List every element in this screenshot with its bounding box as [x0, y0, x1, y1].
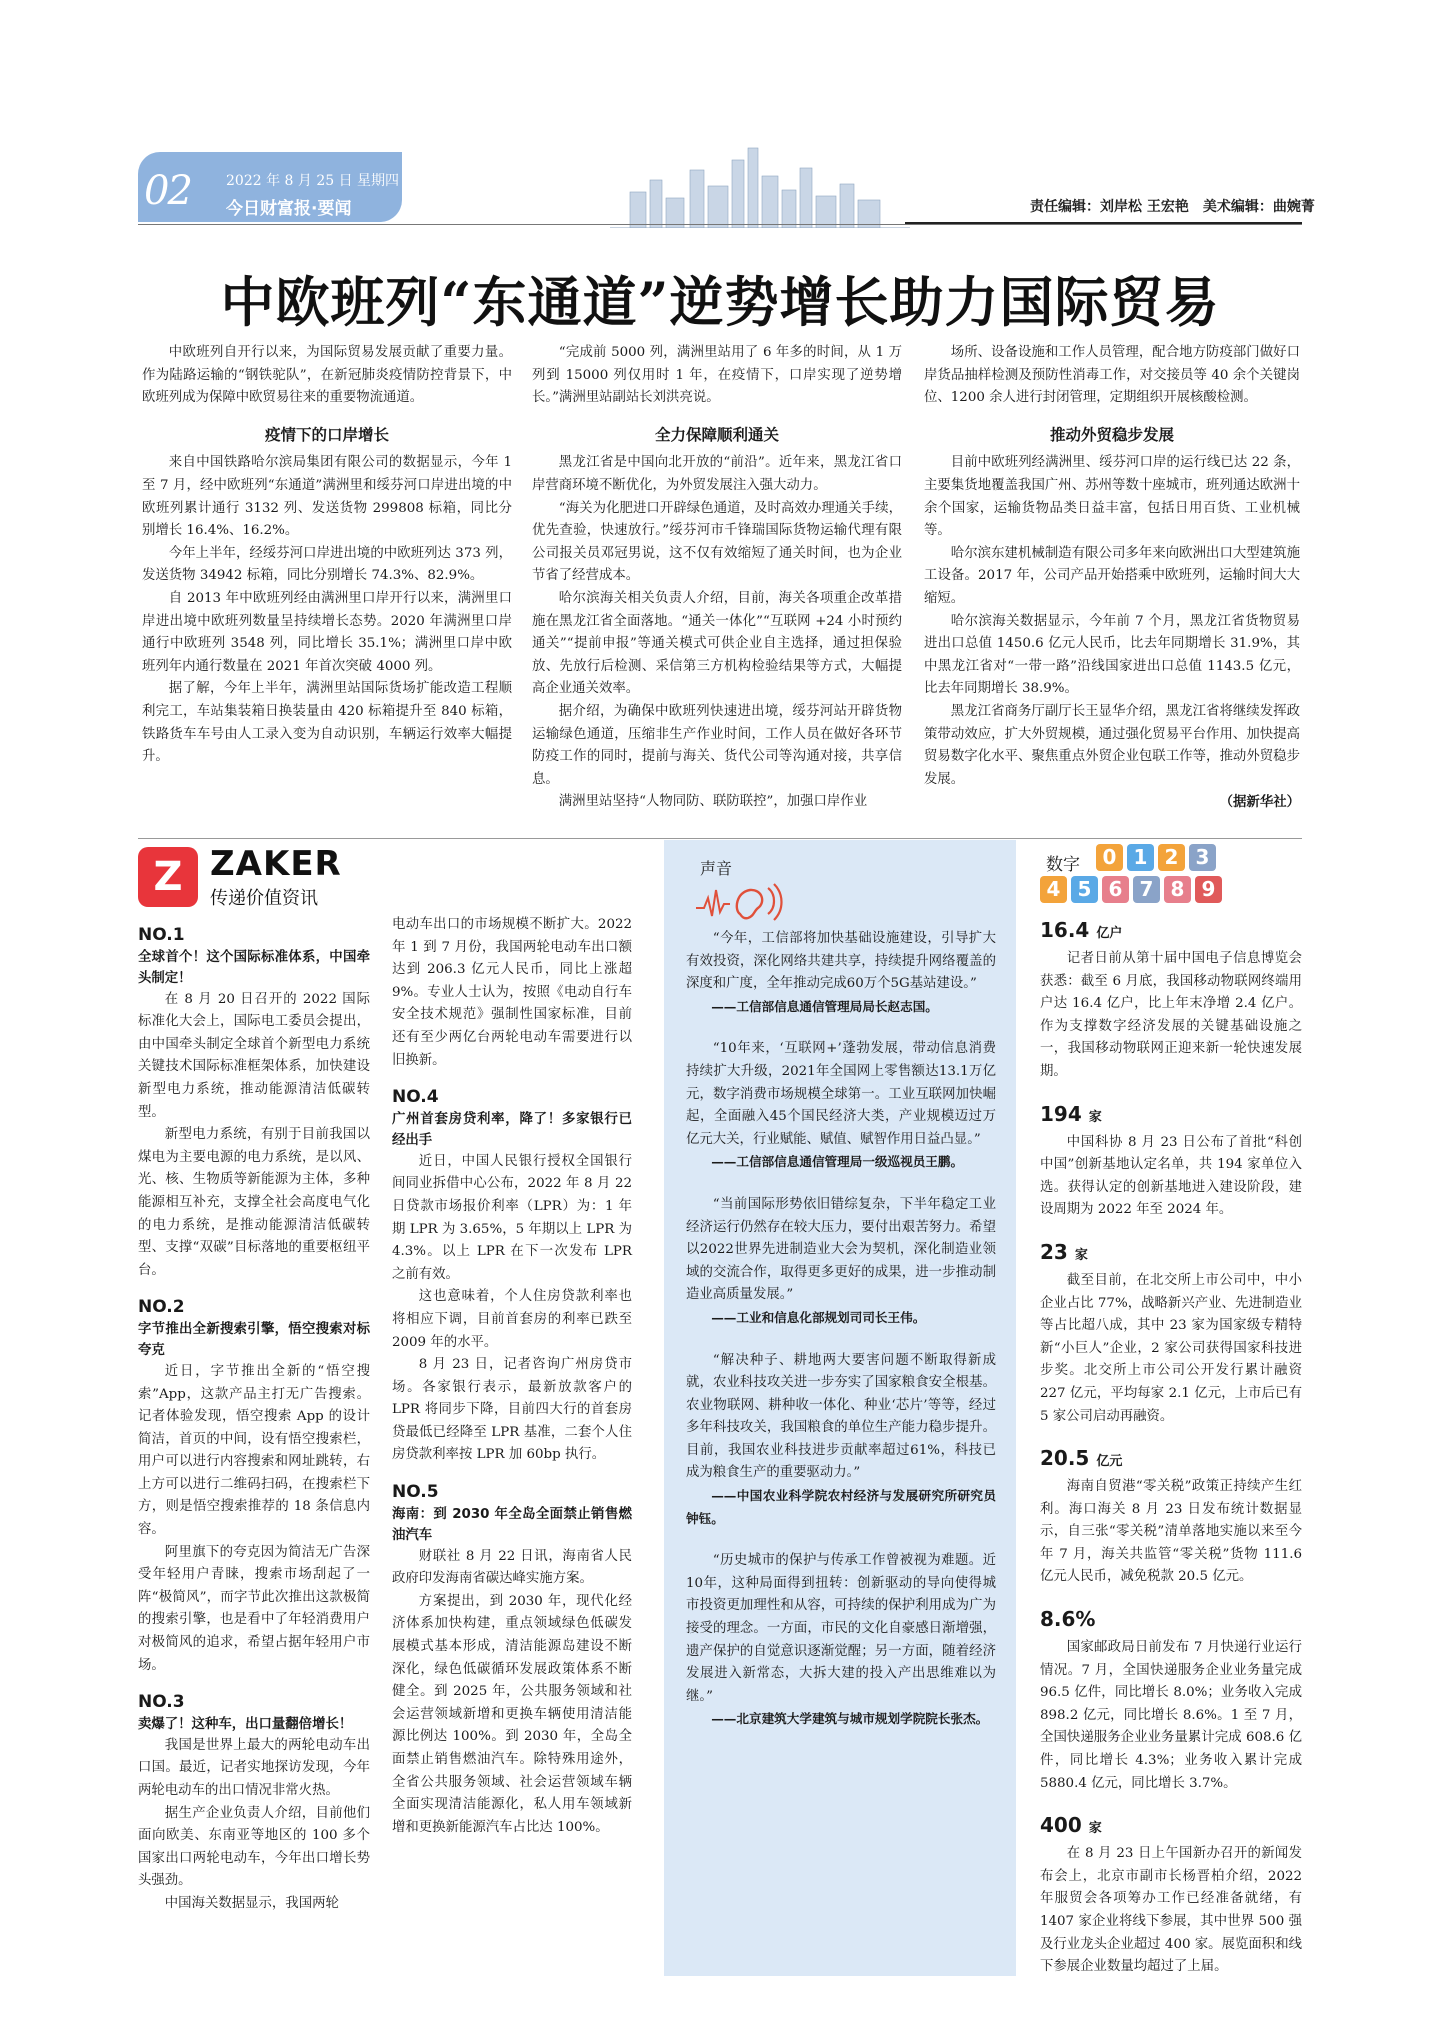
paragraph: 新型电力系统，有别于目前我国以煤电为主要电源的电力系统，是以风、光、核、生物质等新能源为主体，多种能源相互补充，支撑全社会高度电气化的电力系统，是推动能源清洁低碳转型、支撑“双碳”目标落地的重要枢纽平台。: [138, 1127, 370, 1278]
paragraph: 哈尔滨海关相关负责人介绍，目前，海关各项重企改革措施在黑龙江省全面落地。“通关一体化”“互联网 +24 小时预约通关”“提前申报”等通关模式可供企业自主选择，通过担保验放、先放行后检测、采信第三方机构检验结果等方式，大幅提高企业通关效率。: [532, 590, 902, 697]
paragraph: 中欧班列自开行以来，为国际贸易发展贡献了重要力量。作为陆路运输的“钢铁驼队”，在新冠肺炎疫情防控背景下，中欧班列成为保障中欧贸易往来的重要物流通道。: [142, 345, 512, 406]
paragraph: 记者日前从第十届中国电子信息博览会获悉：截至 6 月底，我国移动物联网终端用户达 16.4 亿户，比上年末净增 2.4 亿户。作为支撑数字经济发展的关键基础设施之一，我国移动物联网正迎来新一轮快速发展期。: [1040, 951, 1302, 1079]
number-value: 194: [1040, 1101, 1082, 1126]
number-value: 16.4: [1040, 918, 1090, 942]
quote-source: ——中国农业科学院农村经济与发展研究所研究员钟钰。: [686, 1488, 996, 1526]
news-title: 海南：到 2030 年全岛全面禁止销售燃油汽车: [392, 1506, 632, 1543]
news-title: 全球首个！这个国际标准体系，中国牵头制定！: [138, 949, 370, 986]
paragraph: 海南自贸港“零关税”政策正持续产生红利。海口海关 8 月 23 日发布统计数据显示，自三张“零关税”清单落地实施以来至今年 7 月，海关共监管“零关税”货物 111.6 亿元人民币，减免税款 20.5 亿元。: [1040, 1479, 1302, 1585]
news-number: NO.2: [138, 1297, 185, 1318]
paragraph: 在 8 月 20 日召开的 2022 国际标准化大会上，国际电工委员会提出，由中国牵头制定全球首个新型电力系统关键技术国际标准框架体系，加快建设新型电力系统，推动能源清洁低碳转型。: [138, 991, 370, 1120]
header-thin-rule: [138, 224, 1302, 225]
paragraph: 近日，字节推出全新的“悟空搜索”App，这款产品主打无广告搜索。记者体验发现，悟空搜索 App 的设计简洁，首页的中间，设有悟空搜索栏，用户可以进行内容搜索和网址跳转，右上方可以进行二维码扫码，在搜索栏下方，则是悟空搜索推荐的 18 条信息内容。: [138, 1363, 370, 1538]
paragraph: 这也意味着，个人住房贷款利率也将相应下调，目前首套房的利率已跌至 2009 年的水平。: [392, 1289, 632, 1350]
digit-tile: 1: [1127, 844, 1154, 871]
issue-date: 2022 年 8 月 25 日 星期四: [226, 173, 400, 189]
paper-name: 今日财富报·要闻: [226, 199, 352, 219]
zaker-name: ZAKER: [210, 844, 342, 884]
number-value: 8.6%: [1040, 1607, 1096, 1632]
paragraph: 电动车出口的市场规模不断扩大。2022 年 1 到 7 月份，我国两轮电动车出口额达到 206.3 亿元人民币，同比上涨超 9%。专业人士认为，按照《电动自行车安全技术规范》强制性国家标准，目前还有至少两亿台两轮电动车需要进行以旧换新。: [392, 917, 632, 1068]
subheading: 疫情下的口岸增长: [264, 425, 389, 444]
paragraph: 哈尔滨海关数据显示，今年前 7 个月，黑龙江省货物贸易进出口总值 1450.6 亿元人民币，比去年同期增长 31.9%，其中黑龙江省对“一带一路”沿线国家进出口总值 1143.5 亿元，比去年同期增长 38.9%。: [924, 613, 1300, 697]
quote-source: ——工信部信息通信管理局局长赵志国。: [711, 998, 938, 1014]
news-title: 卖爆了！这种车，出口量翻倍增长！: [138, 1716, 353, 1732]
paragraph: 来自中国铁路哈尔滨局集团有限公司的数据显示，今年 1 至 7 月，经中欧班列“东通道”满洲里和绥芬河口岸进出境的中欧班列累计通行 3132 列、发送货物 299808 标箱，同比分别增长 16.4%、16.2%。: [142, 455, 512, 539]
news-title: 字节推出全新搜索引擎，悟空搜索对标夸克: [138, 1321, 370, 1358]
paragraph: 场所、设备设施和工作人员管理，配合地方防疫部门做好口岸货品抽样检测及预防性消毒工作，对交接员等 40 余个关键岗位、1200 余人进行封闭管理，定期组织开展核酸检测。: [924, 345, 1300, 406]
paragraph: 满洲里站坚持“人物同防、联防联控”，加强口岸作业: [558, 794, 868, 810]
paragraph: 国家邮政局日前发布 7 月快递行业运行情况。7 月，全国快递服务企业业务量完成 96.5 亿件，同比增长 8.0%；业务收入完成 898.2 亿元，同比增长 8.6%。1 至 7 月，全国快递服务企业业务量累计完成 608.6 亿件，同比增长 4.3%；业务收入累计完成 5880.4 亿元，同比增长 3.7%。: [1040, 1640, 1302, 1791]
number-unit: 亿元: [1096, 1454, 1123, 1470]
digit-tile: 2: [1158, 844, 1185, 871]
number-heading: [1040, 1444, 1302, 1476]
number-unit: 家: [1088, 1821, 1102, 1837]
skyline-illustration: [610, 140, 910, 228]
paragraph: 自 2013 年中欧班列经由满洲里口岸开行以来，满洲里口岸进出境中欧班列数量呈持续增长态势。2020 年满洲里口岸通行中欧班列 3548 列，同比增长 35.1%；满洲里口岸中欧班列年内通行数量在 2021 年首次突破 4000 列。: [142, 590, 512, 674]
quote-source: ——工业和信息化部规划司司长王伟。: [711, 1309, 926, 1325]
number-value: 400: [1040, 1813, 1082, 1838]
number-unit: 家: [1088, 1109, 1102, 1125]
subheading: 全力保障顺利通关: [654, 425, 779, 444]
quote: “10年来，‘互联网+’蓬勃发展，带动信息消费持续扩大升级，2021年全国网上零售额达13.1万亿元，数字消费市场规模全球第一。工业互联网加快崛起，全面融入45个国民经济大类，产业规模迈过万亿元大关，行业赋能、赋值、赋智作用日益凸显。”: [686, 1041, 996, 1147]
quote-source: ——北京建筑大学建筑与城市规划学院院长张杰。: [711, 1711, 989, 1727]
digit-tile: 5: [1071, 876, 1098, 903]
paragraph: 财联社 8 月 22 日讯，海南省人民政府印发海南省碳达峰实施方案。: [392, 1548, 632, 1587]
paragraph: 据生产企业负责人介绍，目前他们面向欧美、东南亚等地区的 100 多个国家出口两轮电动车，今年出口增长势头强劲。: [138, 1805, 370, 1889]
quote: “当前国际形势依旧错综复杂，下半年稳定工业经济运行仍然存在较大压力，要付出艰苦努力。希望以2022世界先进制造业大会为契机，深化制造业领域的交流合作，取得更多更好的成果，进一步推动制造业高质量发展。”: [686, 1196, 996, 1303]
news-number: NO.5: [392, 1482, 439, 1503]
paragraph: 近日，中国人民银行授权全国银行间同业拆借中心公布，2022 年 8 月 22 日贷款市场报价利率（LPR）为：1 年期 LPR 为 3.65%，5 年期以上 LPR 为 4.3%。以上 LPR 在下一次发布 LPR 之前有效。: [392, 1153, 632, 1282]
digit-tile: 9: [1195, 876, 1222, 903]
zaker-column-2: [392, 914, 632, 1839]
page-number: 02: [144, 168, 191, 214]
paragraph: 今年上半年，经绥芬河口岸进出境的中欧班列达 373 列，发送货物 34942 标箱，同比分别增长 74.3%、82.9%。: [142, 545, 512, 584]
digit-tile: 7: [1133, 876, 1160, 903]
paragraph: 阿里旗下的夸克因为简洁无广告深受年轻用户青睐，搜索市场刮起了一阵“极简风”，而字节此次推出这款极简的搜索引擎，也是看中了年轻消费用户对极简风的追求，希望占据年轻用户市场。: [138, 1544, 370, 1673]
editors-credit: 责任编辑：刘岸松 王宏艳 美术编辑：曲婉菁: [1030, 199, 1315, 215]
news-number: NO.3: [138, 1692, 185, 1713]
digit-tile: 6: [1102, 876, 1129, 903]
quote: “解决种子、耕地两大要害问题不断取得新成就，农业科技攻关进一步夯实了国家粮食安全根基。农业物联网、耕种收一体化、种业‘芯片’等等，经过多年科技攻关，我国粮食的单位生产能力稳步提升。目前，我国农业科技进步贡献率超过61%，科技已成为粮食生产的重要驱动力。”: [686, 1352, 996, 1481]
paragraph: 目前中欧班列经满洲里、绥芬河口岸的运行线已达 22 条，主要集货地覆盖我国广州、苏州等数十座城市，班列通达欧洲十余个国家，运输货物品类日益丰富，包括日用百货、工业机械等。: [924, 455, 1300, 539]
zaker-tagline: 传递价值资讯: [210, 888, 318, 909]
news-number: NO.4: [392, 1087, 439, 1108]
digit-tiles-row1: [1096, 844, 1256, 871]
quote: “今年，工信部将加快基础设施建设，引导扩大有效投资，深化网络共建共享，持续提升网络覆盖的深度和广度，全年推动完成60万个5G基站建设。”: [686, 931, 996, 992]
paragraph: 黑龙江省是中国向北开放的“前沿”。近年来，黑龙江省口岸营商环境不断优化，为外贸发展注入强大动力。: [532, 455, 902, 493]
paragraph: “海关为化肥进口开辟绿色通道，及时高效办理通关手续，优先查验，快速放行。”绥芬河市千锋瑞国际货物运输代理有限公司报关员邓冠男说，这不仅有效缩短了通关时间，也为企业节省了经营成本。: [532, 500, 902, 584]
numbers-list: [1040, 900, 1302, 1979]
headline: 中欧班列“东通道”逆势增长助力国际贸易: [220, 270, 1220, 334]
digit-tile: 3: [1189, 844, 1216, 871]
quote-source: ——工信部信息通信管理局一级巡视员王鹏。: [711, 1154, 964, 1170]
paragraph: 据了解，今年上半年，满洲里站国际货场扩能改造工程顺利完工，车站集装箱日换装量由 420 标箱提升至 840 标箱，铁路货车车号由人工录入变为自动识别，车辆运行效率大幅提升。: [142, 681, 512, 765]
voice-label: 声音: [700, 859, 733, 878]
number-heading: [1040, 1605, 1302, 1637]
news-number: NO.1: [138, 925, 185, 945]
number-heading: [1040, 1811, 1302, 1843]
section-separator: [138, 838, 1302, 839]
number-unit: 亿户: [1096, 926, 1123, 941]
paragraph: 8 月 23 日，记者咨询广州房贷市场。各家银行表示，最新放款客户的 LPR 将同步下降，目前四大行的首套房贷最低已经降至 LPR 基准，二套个人住房贷款利率按 LPR 加 60bp 执行。: [392, 1357, 632, 1463]
digit-tile: 0: [1096, 844, 1123, 871]
paragraph: 截至目前，在北交所上市公司中，中小企业占比 77%，战略新兴产业、先进制造业等占比超八成，其中 23 家为国家级专精特新“小巨人”企业，2 家公司获得国家科技进步奖。北交所上市公司公开发行累计融资 227 亿元，平均每家 2.1 亿元，上市后已有 5 家公司启动再融资。: [1040, 1272, 1302, 1424]
paragraph: 哈尔滨东建机械制造有限公司多年来向欧洲出口大型建筑施工设备。2017 年，公司产品开始搭乘中欧班列，运输时间大大缩短。: [924, 545, 1300, 606]
number-value: 20.5: [1040, 1446, 1090, 1471]
paragraph: 据介绍，为确保中欧班列快速进出境，绥芬河站开辟货物运输绿色通道，压缩非生产作业时间，工作人员在做好各环节防疫工作的同时，提前与海关、货代公司等沟通对接，共享信息。: [532, 703, 902, 787]
digit-tile: 8: [1164, 876, 1191, 903]
subheading: 推动外贸稳步发展: [1049, 425, 1174, 444]
paragraph: 中国科协 8 月 23 日公布了首批“科创中国”创新基地认定名单，共 194 家单位入选。获得认定的创新基地进入建设阶段，建设周期为 2022 年至 2024 年。: [1040, 1134, 1302, 1218]
article-column-2: [532, 342, 902, 814]
paragraph: “完成前 5000 列，满洲里站用了 6 年多的时间，从 1 万列到 15000 列仅用时 1 年，在疫情下，口岸实现了逆势增长。”满洲里站副站长刘洪亮说。: [532, 345, 902, 406]
digit-tiles-row2: [1040, 876, 1240, 903]
zaker-column-1: [138, 910, 370, 1916]
number-unit: 家: [1074, 1247, 1088, 1263]
number-heading: [1040, 1100, 1302, 1132]
paragraph: 中国海关数据显示，我国两轮: [164, 1895, 339, 1911]
paragraph: 我国是世界上最大的两轮电动车出口国。最近，记者实地探访发现，今年两轮电动车的出口情况非常火热。: [138, 1737, 370, 1798]
ear-soundwave-icon: [696, 880, 786, 922]
article-source: （据新华社）: [1219, 794, 1300, 811]
numbers-label: 数字: [1046, 855, 1080, 875]
article-column-1: [142, 342, 512, 769]
paragraph: 方案提出，到 2030 年，现代化经济体系加快构建，重点领域绿色低碳发展模式基本形成，清洁能源岛建设不断深化，绿色低碳循环发展政策体系不断健全。到 2025 年，公共服务领域和社会运营领域新增和更换车辆使用清洁能源比例达 100%。到 2030 年，全岛全面禁止销售燃油汽车。除特殊用途外，全省公共服务领域、社会运营领域车辆全面实现清洁能源化，私人用车领域新增和更换新能源汽车占比达 100%。: [392, 1593, 632, 1835]
article-column-3: [924, 342, 1300, 814]
number-heading: [1040, 1238, 1302, 1270]
zaker-logo: Z: [138, 847, 198, 907]
digit-tile: 4: [1040, 876, 1067, 903]
number-value: 23: [1040, 1239, 1068, 1264]
quote: “历史城市的保护与传承工作曾被视为难题。近10年，这种局面得到扭转：创新驱动的导向使得城市投资更加理性和从容，可持续的保护利用成为广为接受的理念。一方面，市民的文化自豪感日渐增强，遗产保护的自觉意识逐渐觉醒；另一方面，随着经济发展进入新常态，大拆大建的投入产出思维难以为继。”: [686, 1553, 996, 1704]
paragraph: 黑龙江省商务厅副厅长王显华介绍，黑龙江省将继续发挥政策带动效应，扩大外贸规模，通过强化贸易平台作用、加快提高贸易数字化水平、聚焦重点外贸企业包联工作等，推动外贸稳步发展。: [924, 703, 1300, 787]
voice-column: [686, 928, 996, 1751]
number-heading: [1040, 916, 1302, 948]
paragraph: 在 8 月 23 日上午国新办召开的新闻发布会上，北京市副市长杨晋柏介绍，2022 年服贸会各项筹办工作已经准备就绪，有 1407 家企业将线下参展，其中世界 500 强及行业龙头企业超过 400 家。展览面积和线下参展企业数量均超过了上届。: [1040, 1846, 1302, 1975]
news-title: 广州首套房贷利率，降了！多家银行已经出手: [392, 1111, 632, 1148]
